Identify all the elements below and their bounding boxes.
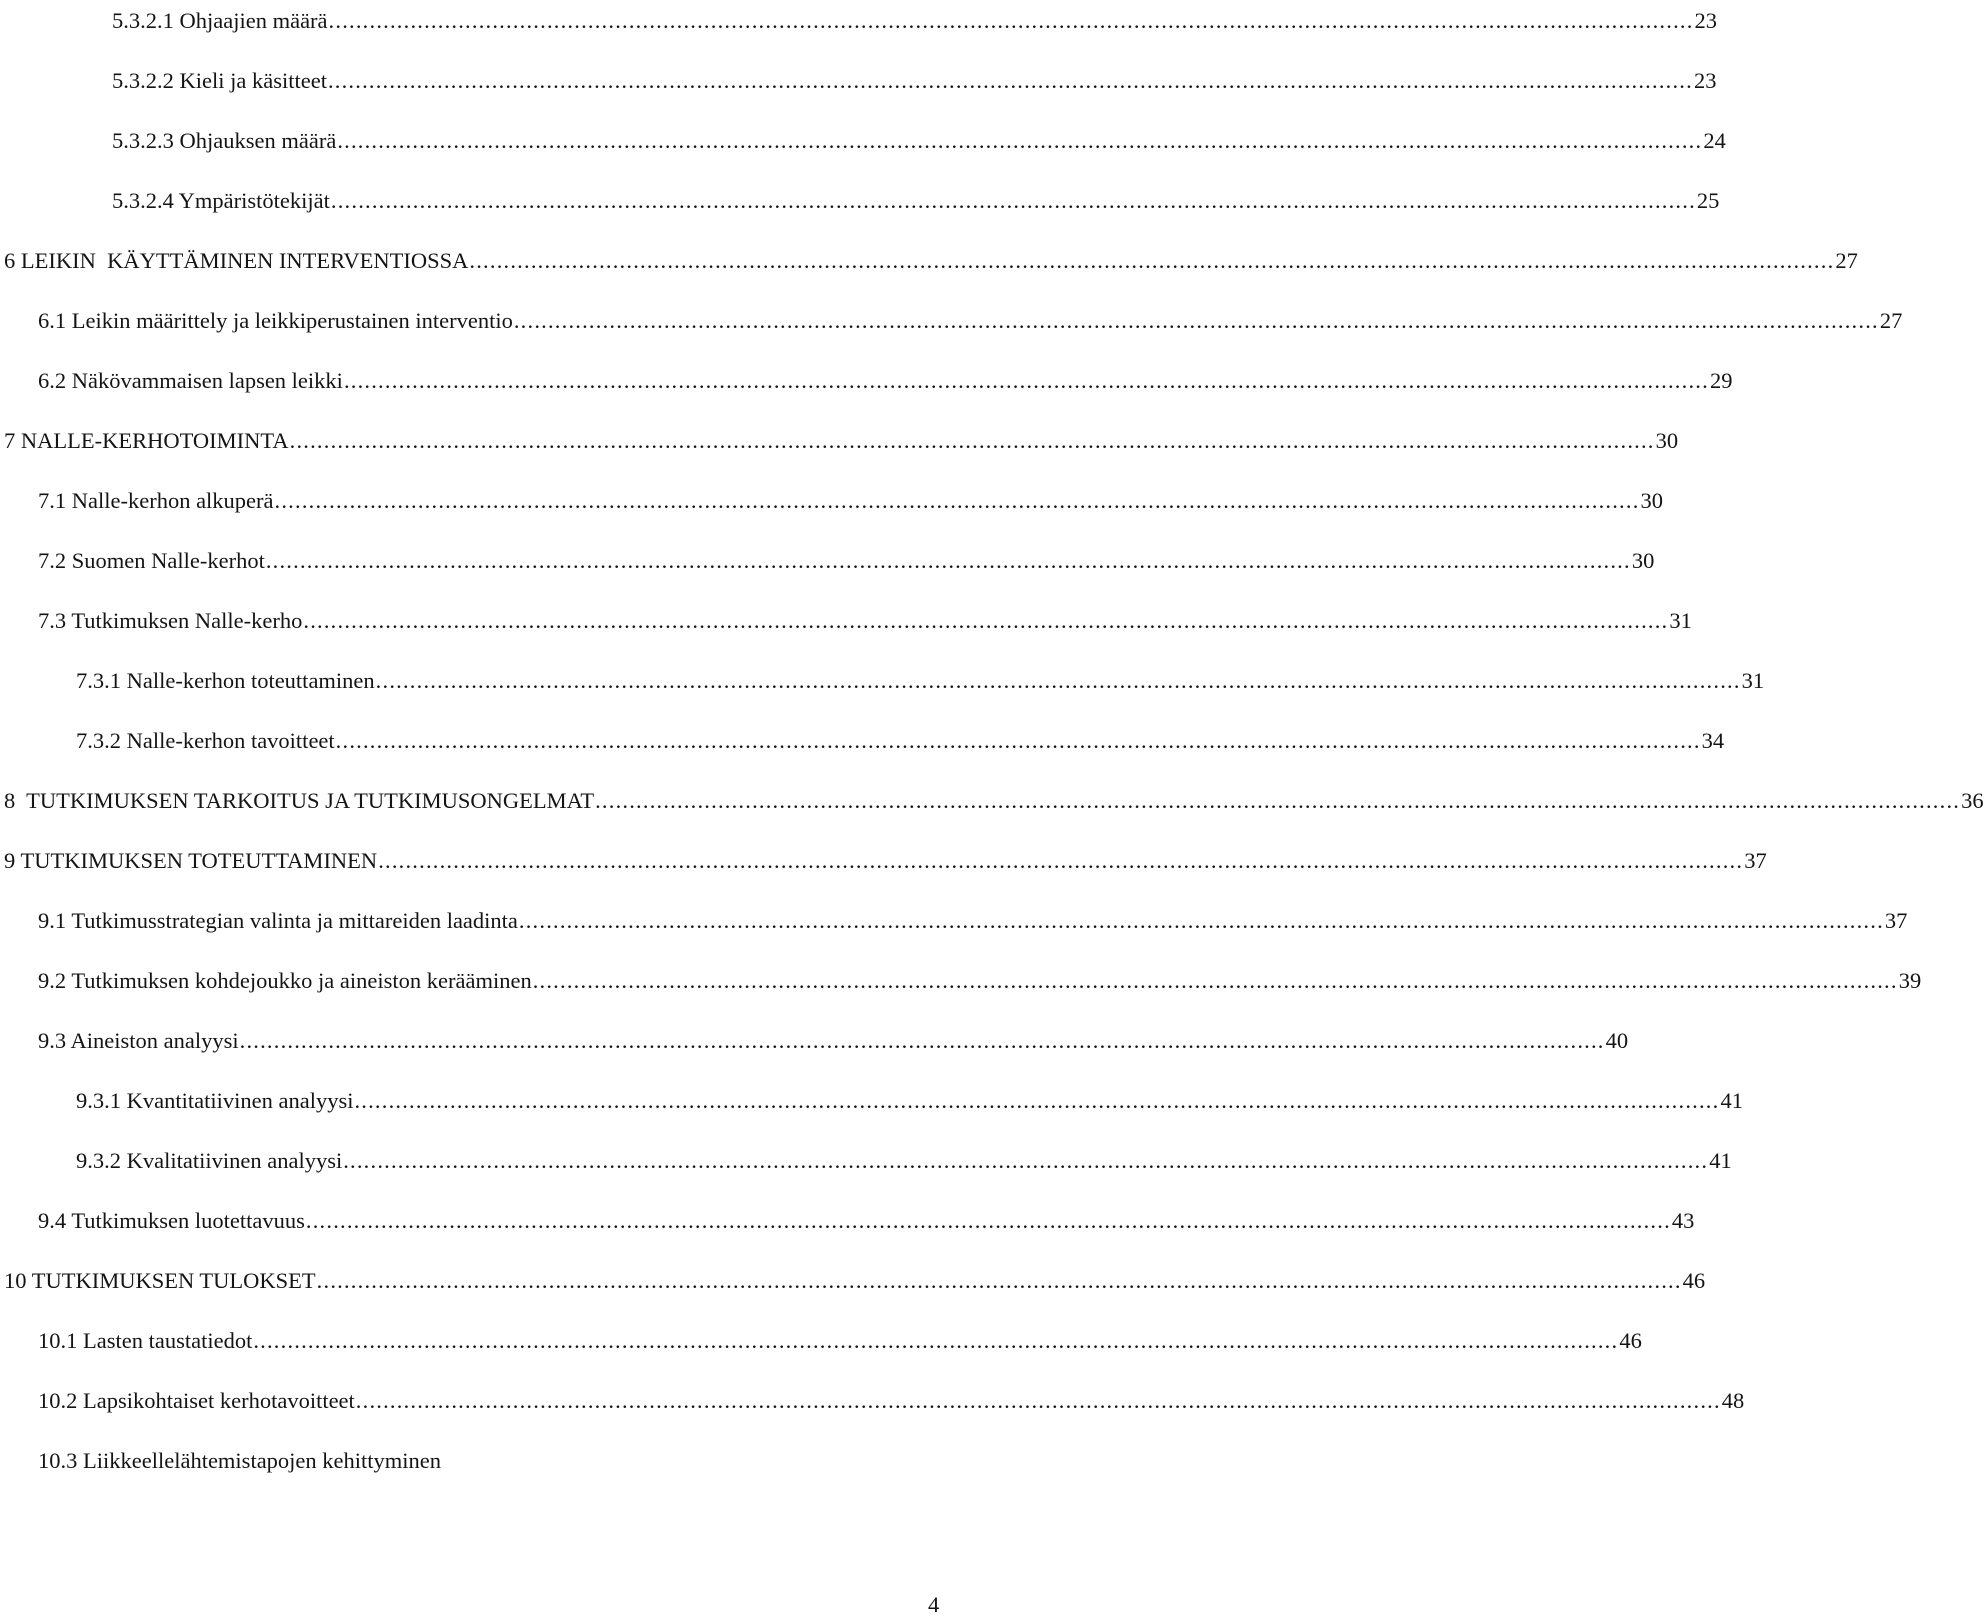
toc-dot-leader: ........................................................................................................................................................................................................ bbox=[532, 968, 1898, 993]
toc-entry-6-2[interactable] bbox=[38, 360, 1733, 394]
toc-entry-7-1[interactable] bbox=[38, 480, 1664, 514]
toc-dot-leader: ........................................................................................................................................................................................................ bbox=[595, 788, 1961, 813]
toc-entry-title: 8 TUTKIMUKSEN TARKOITUS JA TUTKIMUSONGELMAT bbox=[4, 788, 595, 813]
toc-entry-10[interactable] bbox=[4, 1260, 1706, 1294]
page-number: 4 bbox=[928, 1592, 940, 1617]
toc-entry-title: 9.3 Aineiston analyysi bbox=[38, 1028, 239, 1053]
toc-dot-leader: ........................................................................................................................................................................................................ bbox=[354, 1088, 1720, 1113]
toc-entry-title: 9.4 Tutkimuksen luotettavuus bbox=[38, 1208, 305, 1233]
toc-dot-leader: ........................................................................................................................................................................................................ bbox=[343, 368, 1709, 393]
toc-entry-title: 9 TUTKIMUKSEN TOTEUTTAMINEN bbox=[4, 848, 378, 873]
toc-entry-title: 6 LEIKIN KÄYTTÄMINEN INTERVENTIOSSA bbox=[4, 248, 469, 273]
toc-entry-title: 9.3.2 Kvalitatiivinen analyysi bbox=[76, 1148, 343, 1173]
toc-entry-page: 31 bbox=[1741, 668, 1765, 693]
toc-entry-page: 40 bbox=[1605, 1028, 1629, 1053]
toc-entry-page: 36 bbox=[1961, 788, 1984, 813]
toc-entry-title: 9.1 Tutkimusstrategian valinta ja mittareiden laadinta bbox=[38, 908, 518, 933]
toc-entry-page: 29 bbox=[1709, 368, 1733, 393]
toc-entry-7-2[interactable] bbox=[38, 540, 1655, 574]
toc-entry-page: 37 bbox=[1884, 908, 1908, 933]
toc-entry-5-3-2-1[interactable] bbox=[112, 0, 1718, 34]
toc-entry-9-2[interactable] bbox=[38, 960, 1922, 994]
toc-entry-title: 9.3.1 Kvantitatiivinen analyysi bbox=[76, 1088, 354, 1113]
toc-entry-page: 24 bbox=[1703, 128, 1726, 153]
toc-entry-9-3-2[interactable] bbox=[76, 1140, 1732, 1174]
toc-dot-leader: ........................................................................................................................................................................................................ bbox=[328, 8, 1694, 33]
toc-dot-leader: ........................................................................................................................................................................................................ bbox=[378, 848, 1744, 873]
toc-entry-10-1[interactable] bbox=[38, 1320, 1642, 1354]
toc-dot-leader: ........................................................................................................................................................................................................ bbox=[305, 1208, 1671, 1233]
toc-entry-page: 23 bbox=[1694, 8, 1718, 33]
toc-entry-title: 6.2 Näkövammaisen lapsen leikki bbox=[38, 368, 343, 393]
toc-entry-page: 46 bbox=[1619, 1328, 1642, 1353]
toc-entry-9-3-1[interactable] bbox=[76, 1080, 1743, 1114]
toc-entry-10-3[interactable] bbox=[38, 1440, 828, 1474]
toc-dot-leader: ........................................................................................................................................................................................................ bbox=[469, 248, 1835, 273]
toc-entry-8[interactable] bbox=[4, 780, 1984, 814]
toc-entry-page: 41 bbox=[1709, 1148, 1732, 1173]
toc-entry-page: 48 bbox=[1721, 1388, 1745, 1413]
toc-entry-page: 39 bbox=[1898, 968, 1922, 993]
toc-dot-leader: ........................................................................................................................................................................................................ bbox=[289, 428, 1655, 453]
toc-entry-title: 10.1 Lasten taustatiedot bbox=[38, 1328, 253, 1353]
toc-dot-leader: ........................................................................................................................................................................................................ bbox=[513, 308, 1879, 333]
toc-entry-page: 23 bbox=[1693, 68, 1717, 93]
toc-dot-leader: ........................................................................................................................................................................................................ bbox=[343, 1148, 1709, 1173]
toc-entry-5-3-2-4[interactable] bbox=[112, 180, 1720, 214]
toc-entry-6[interactable] bbox=[4, 240, 1858, 274]
toc-entry-page: 43 bbox=[1671, 1208, 1695, 1233]
toc-entry-title: 7.3 Tutkimuksen Nalle-kerho bbox=[38, 608, 303, 633]
toc-entry-page: 30 bbox=[1655, 428, 1679, 453]
toc-dot-leader: ........................................................................................................................................................................................................ bbox=[265, 548, 1631, 573]
toc-entry-9-1[interactable] bbox=[38, 900, 1908, 934]
toc-entry-title: 10 TUTKIMUKSEN TULOKSET bbox=[4, 1268, 316, 1293]
toc-entry-title: 7.3.1 Nalle-kerhon toteuttaminen bbox=[76, 668, 375, 693]
toc-entry-9-4[interactable] bbox=[38, 1200, 1695, 1234]
toc-entry-7-3[interactable] bbox=[38, 600, 1692, 634]
toc-dot-leader: ........................................................................................................................................................................................................ bbox=[239, 1028, 1605, 1053]
toc-entry-page: 46 bbox=[1682, 1268, 1706, 1293]
toc-dot-leader: ........................................................................................................................................................................................................ bbox=[375, 668, 1741, 693]
toc-entry-page: 27 bbox=[1879, 308, 1903, 333]
toc-entry-5-3-2-2[interactable] bbox=[112, 60, 1717, 94]
toc-entry-page: 25 bbox=[1696, 188, 1720, 213]
toc-entry-page: 34 bbox=[1701, 728, 1725, 753]
toc-dot-leader: ........................................................................................................................................................................................................ bbox=[316, 1268, 1682, 1293]
toc-entry-7-3-2[interactable] bbox=[76, 720, 1725, 754]
toc-entry-10-2[interactable] bbox=[38, 1380, 1745, 1414]
toc-dot-leader: ........................................................................................................................................................................................................ bbox=[253, 1328, 1619, 1353]
toc-entry-title: 10.2 Lapsikohtaiset kerhotavoitteet bbox=[38, 1388, 355, 1413]
toc-entry-page: 31 bbox=[1669, 608, 1692, 633]
toc-entry-page: 30 bbox=[1631, 548, 1655, 573]
toc-entry-title: 5.3.2.1 Ohjaajien määrä bbox=[112, 8, 328, 33]
toc-dot-leader: ........................................................................................................................................................................................................ bbox=[518, 908, 1884, 933]
toc-entry-title: 10.3 Liikkeellelähtemistapojen kehittyminen bbox=[38, 1448, 442, 1473]
toc-dot-leader: ........................................................................................................................................................................................................ bbox=[330, 188, 1696, 213]
toc-dot-leader: ........................................................................................................................................................................................................ bbox=[335, 728, 1701, 753]
toc-dot-leader: ........................................................................................................................................................................................................ bbox=[337, 128, 1703, 153]
toc-entry-6-1[interactable] bbox=[38, 300, 1903, 334]
toc-entry-page: 30 bbox=[1640, 488, 1664, 513]
toc-dot-leader: ........................................................................................................................................................................................................ bbox=[355, 1388, 1721, 1413]
toc-entry-9-3[interactable] bbox=[38, 1020, 1629, 1054]
toc-entry-page: 27 bbox=[1835, 248, 1858, 273]
toc-entry-title: 6.1 Leikin määrittely ja leikkiperustainen interventio bbox=[38, 308, 513, 333]
toc-entry-title: 9.2 Tutkimuksen kohdejoukko ja aineiston kerääminen bbox=[38, 968, 532, 993]
toc-dot-leader: ........................................................................................................................................................................................................ bbox=[274, 488, 1640, 513]
toc-dot-leader: ........................................................................................................................................................................................................ bbox=[327, 68, 1693, 93]
toc-entry-title: 5.3.2.3 Ohjauksen määrä bbox=[112, 128, 337, 153]
toc-entry-page: 41 bbox=[1720, 1088, 1743, 1113]
toc-entry-page: 37 bbox=[1744, 848, 1767, 873]
toc-entry-title: 7.3.2 Nalle-kerhon tavoitteet bbox=[76, 728, 335, 753]
toc-entry-title: 7 NALLE-KERHOTOIMINTA bbox=[4, 428, 289, 453]
toc-entry-title: 5.3.2.4 Ympäristötekijät bbox=[112, 188, 330, 213]
toc-dot-leader: ........................................................................................................................................................................................................ bbox=[303, 608, 1669, 633]
toc-entry-title: 7.2 Suomen Nalle-kerhot bbox=[38, 548, 265, 573]
toc-entry-title: 5.3.2.2 Kieli ja käsitteet bbox=[112, 68, 327, 93]
toc-entry-9[interactable] bbox=[4, 840, 1767, 874]
toc-entry-title: 7.1 Nalle-kerhon alkuperä bbox=[38, 488, 274, 513]
toc-entry-7[interactable] bbox=[4, 420, 1679, 454]
toc-entry-7-3-1[interactable] bbox=[76, 660, 1765, 694]
toc-entry-5-3-2-3[interactable] bbox=[112, 120, 1726, 154]
